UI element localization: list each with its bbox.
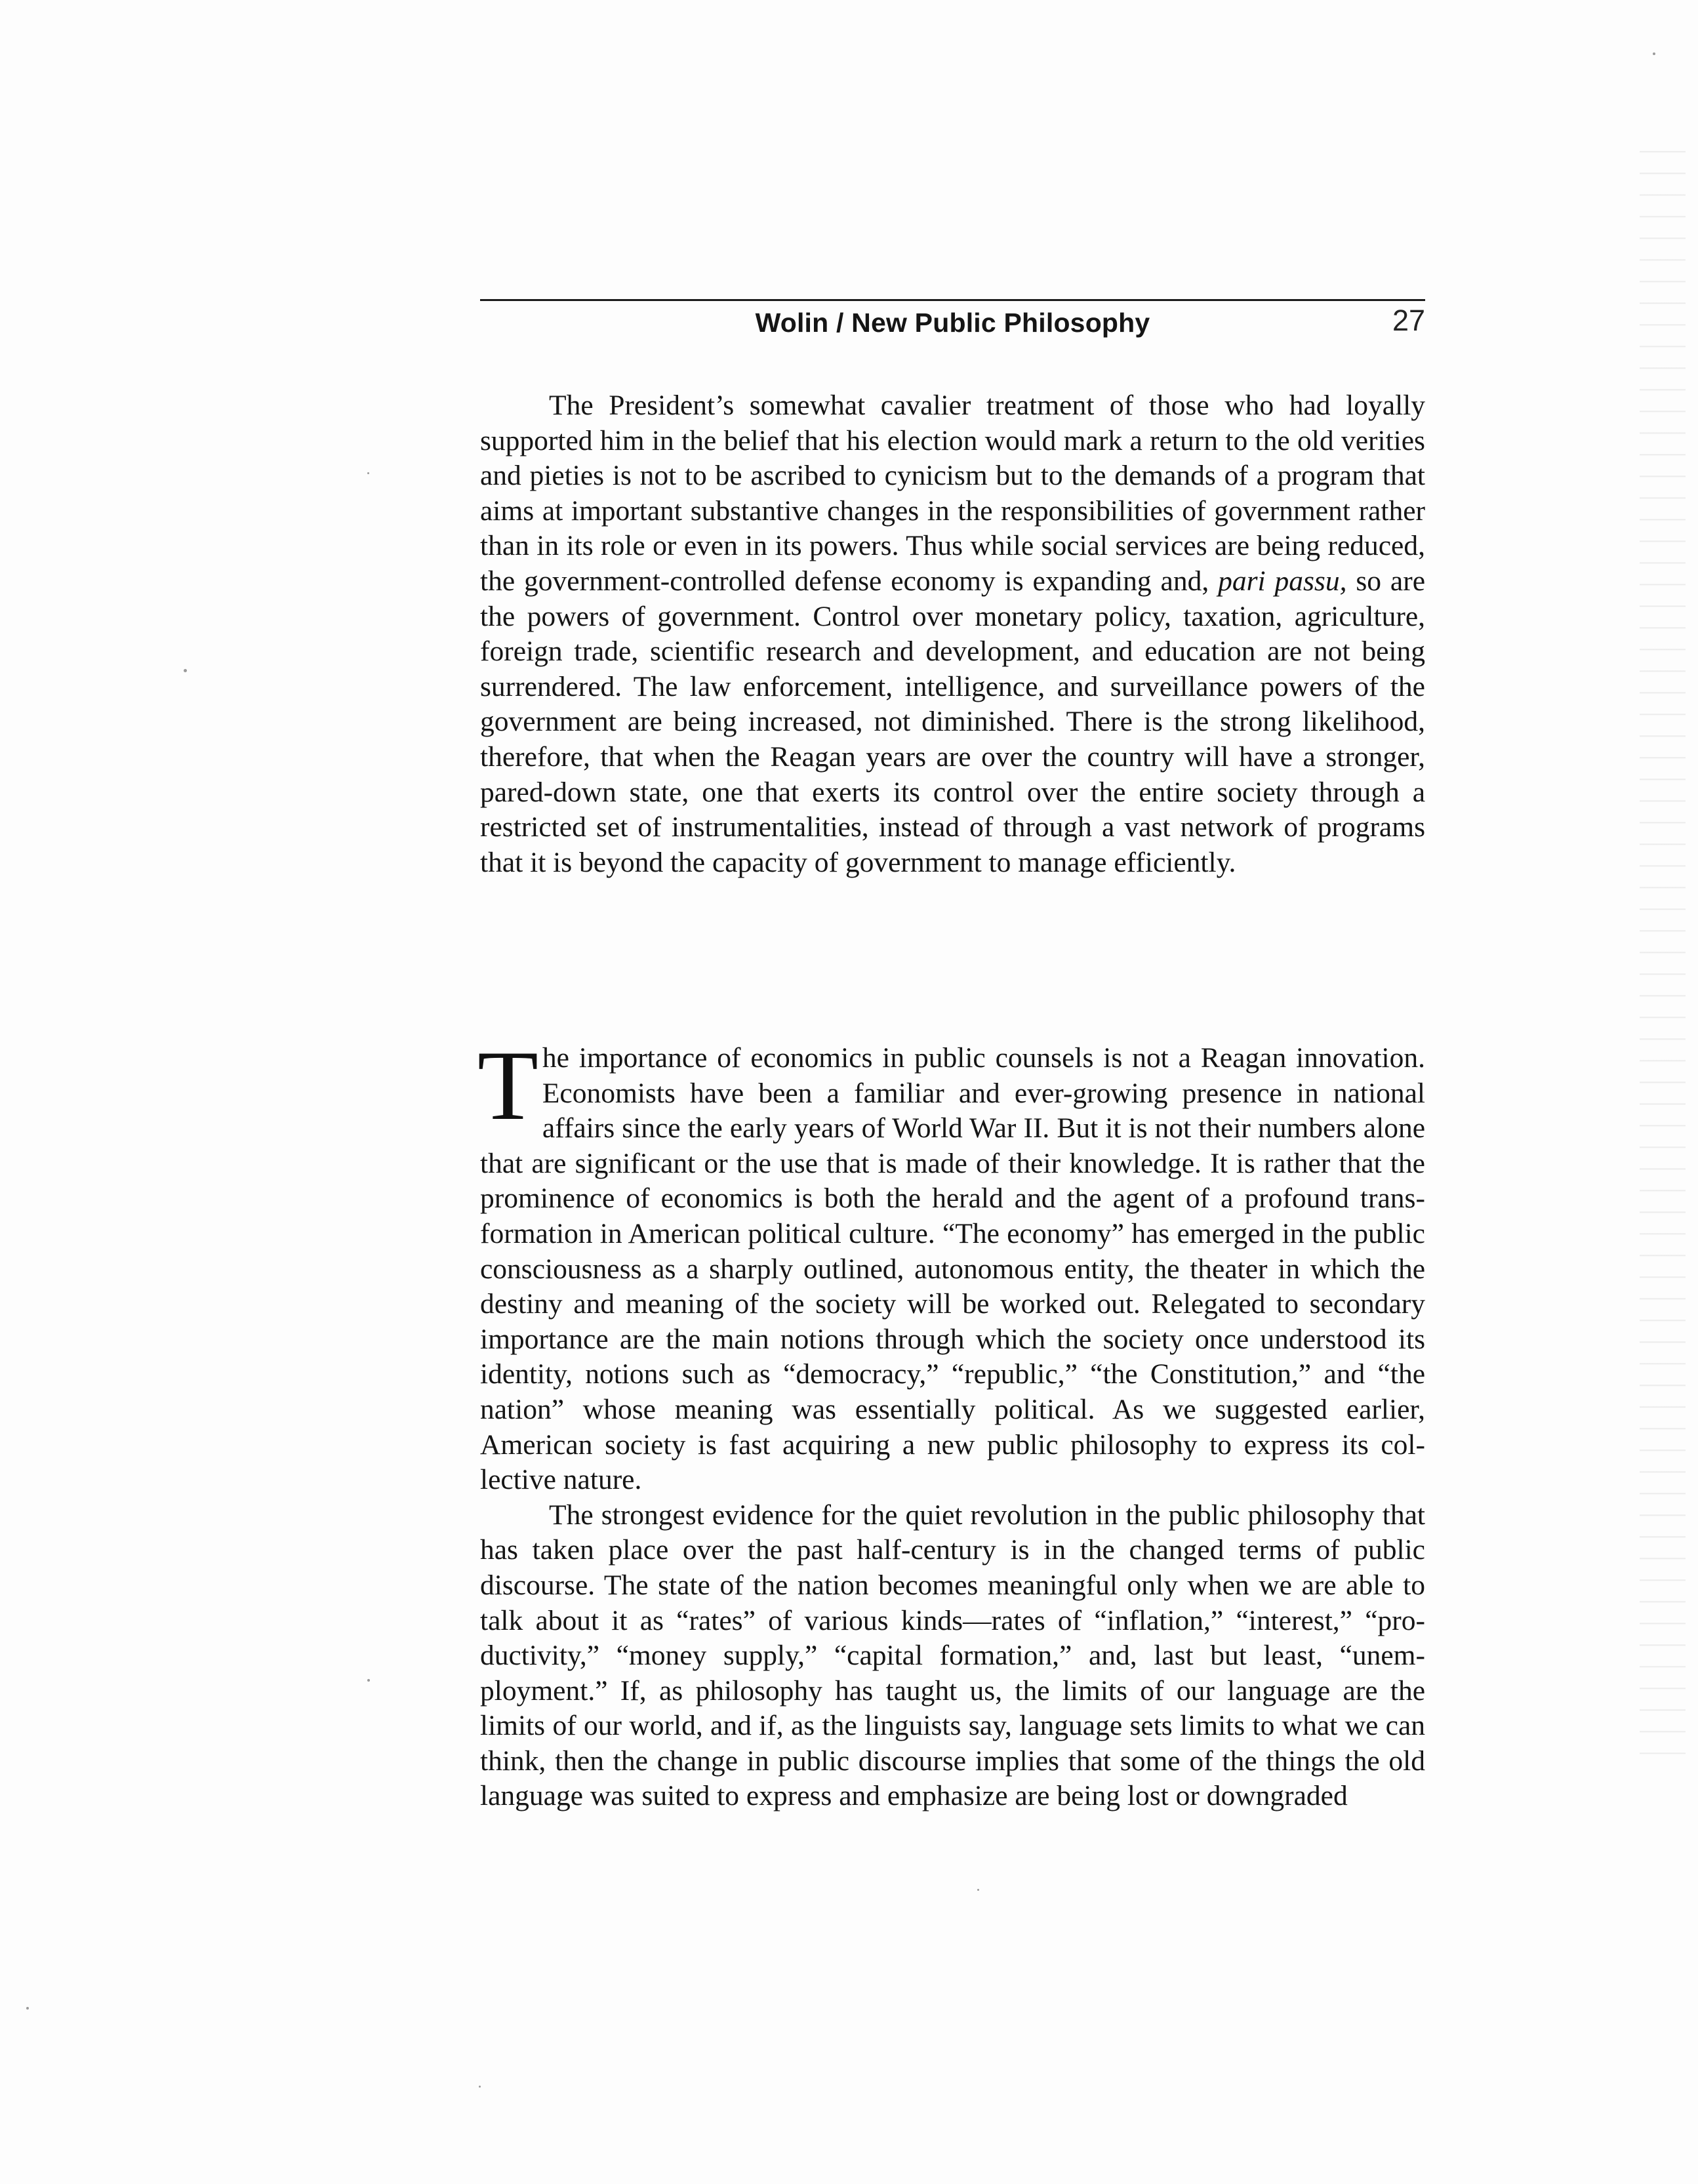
drop-cap: T <box>477 1030 538 1141</box>
section-2 <box>477 1030 1425 1814</box>
scan-speck <box>26 2007 29 2010</box>
section-1 <box>480 388 1425 880</box>
italic-phrase: pari passu, <box>1218 565 1347 597</box>
paragraph <box>480 388 1425 880</box>
scan-speck <box>977 1889 979 1891</box>
scan-speck <box>479 2086 481 2088</box>
paragraph-text: The strongest evidence for the quiet revolution in the public philosophy that has taken place over the past half-century is in the changed terms of public discourse. The state of the nation becomes meaningful only when we are able to talk about it as “rates” of various kinds—rates of “inflation,” “interest,” “productivity,” “money supply,” “capital formation,” and, last but least, “unemployment.” If, as philosophy has taught us, the limits of our language are the limits of our world, and if, as the linguists say, language sets limits to what we can think, then the change in public discourse implies that some of the things the old language was suited to express and emphasize are being lost or downgraded <box>480 1499 1425 1812</box>
scan-speck <box>367 1679 370 1682</box>
scan-speck <box>184 669 187 672</box>
scan-speck <box>367 472 369 474</box>
page-number: 27 <box>1392 304 1425 337</box>
paragraph-text: he importance of economics in public counsels is not a Reagan innovation. Economists have been a familiar and ever-growing presence in national affairs since the early years of World War II. But it is not their numbers alone that are significant or the use that is made of their knowledge. It is rather that the prominence of economics is both the herald and the agent of a profound transformation in American political culture. “The economy” has emerged in the public consciousness as a sharply outlined, autonomous entity, the theater in which the destiny and meaning of the society will be worked out. Relegated to secondary importance are the main notions through which the society once understood its identity, notions such as “democracy,” “republic,” “the Constitution,” and “the nation” whose meaning was essentially political. As we suggested earlier, American society is fast acquiring a new public philosophy to express its collective nature. <box>480 1042 1425 1496</box>
running-head: Wolin / New Public Philosophy <box>755 308 1150 338</box>
paragraph <box>477 1030 1425 1498</box>
page-header <box>480 299 1425 340</box>
scan-edge-noise <box>1640 131 1686 1771</box>
paragraph-text: The President’s somewhat cavalier treatment of those who had loyally supported him in the belief that his election would mark a return to the old verities and pieties is not to be ascribed to cynicism but to the demands of a program that aims at important substantive changes in the responsibilities of government rather than in its role or even in its powers. Thus while social services are being reduced, the government-controlled defense economy is expanding and, <box>480 390 1425 597</box>
paragraph-text: so are the powers of government. Control over monetary policy, taxation, agriculture, foreign trade, scientific research and development, and education are not being surrendered. The law enforcement, intelligence, and surveillance powers of the government are being increased, not diminished. There is the strong likelihood, therefore, that when the Reagan years are over the country will have a stronger, pared-down state, one that exerts its control over the entire society through a restricted set of instrumentalities, instead of through a vast network of programs that it is beyond the capacity of government to manage efficiently. <box>480 565 1426 878</box>
scan-speck <box>1653 52 1655 55</box>
paragraph <box>480 1498 1425 1814</box>
